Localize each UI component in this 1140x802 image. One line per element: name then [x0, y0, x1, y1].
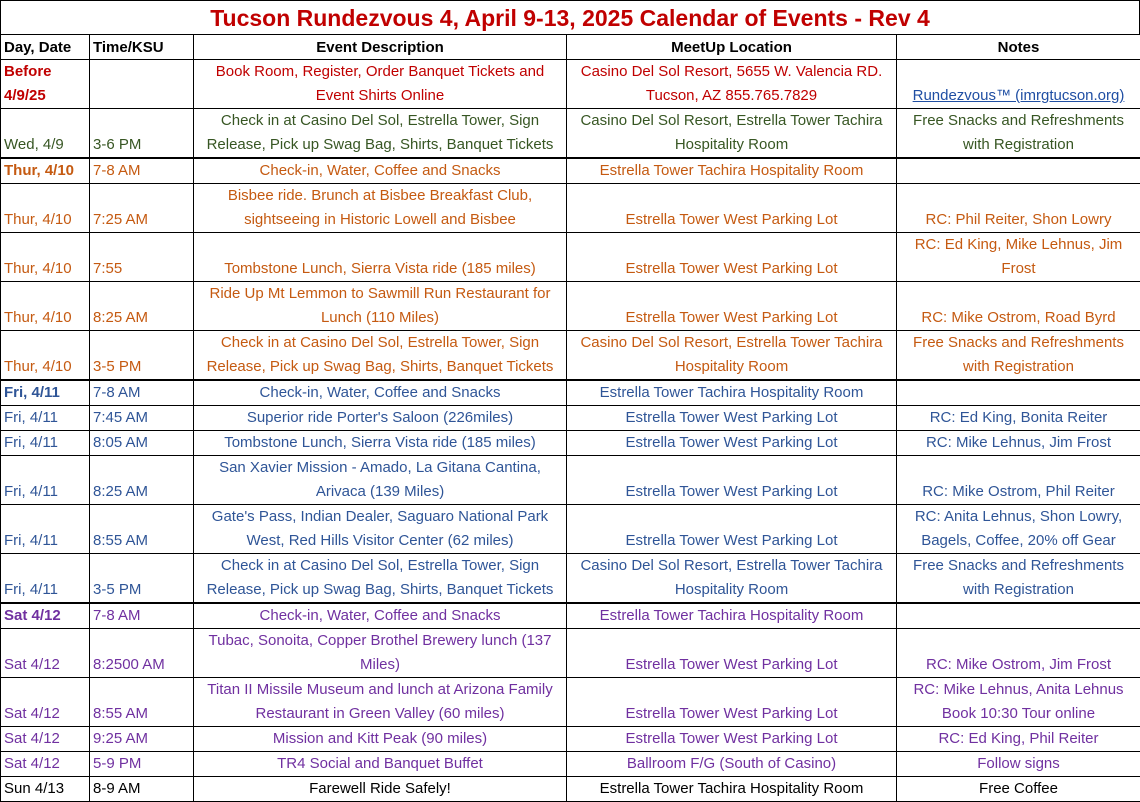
row-location: Estrella Tower West Parking Lot: [567, 456, 897, 505]
table-row: [1, 406, 1140, 431]
row-time: 9:25 AM: [90, 727, 194, 752]
row-event: Check-in, Water, Coffee and Snacks: [194, 603, 567, 629]
table-row: [1, 431, 1140, 456]
table-row: [1, 505, 1140, 554]
header-row: [1, 35, 1140, 60]
row-location: Estrella Tower West Parking Lot: [567, 431, 897, 456]
row-day: Sat 4/12: [1, 678, 90, 727]
row-day: Before 4/9/25: [1, 60, 90, 109]
row-notes: [897, 380, 1140, 406]
row-location: Estrella Tower West Parking Lot: [567, 406, 897, 431]
table-row: [1, 233, 1140, 282]
header-event: Event Description: [194, 35, 567, 60]
row-event: Bisbee ride. Brunch at Bisbee Breakfast Club, sightseeing in Historic Lowell and Bisbee: [194, 184, 567, 233]
row-time: 8:55 AM: [90, 505, 194, 554]
table-row: [1, 184, 1140, 233]
row-time: 7:25 AM: [90, 184, 194, 233]
row-event: Titan II Missile Museum and lunch at Arizona Family Restaurant in Green Valley (60 miles): [194, 678, 567, 727]
row-notes: RC: Anita Lehnus, Shon Lowry, Bagels, Coffee, 20% off Gear: [897, 505, 1140, 554]
row-time: 8:55 AM: [90, 678, 194, 727]
header-day: Day, Date: [1, 35, 90, 60]
row-location: Estrella Tower Tachira Hospitality Room: [567, 777, 897, 802]
header-location: MeetUp Location: [567, 35, 897, 60]
row-time: 8:25 AM: [90, 456, 194, 505]
row-event: TR4 Social and Banquet Buffet: [194, 752, 567, 777]
row-location: Estrella Tower West Parking Lot: [567, 282, 897, 331]
row-day: Fri, 4/11: [1, 554, 90, 604]
row-day: Sat 4/12: [1, 727, 90, 752]
row-day: Thur, 4/10: [1, 282, 90, 331]
row-time: 7:45 AM: [90, 406, 194, 431]
row-time: 3-5 PM: [90, 331, 194, 381]
row-location: Estrella Tower Tachira Hospitality Room: [567, 380, 897, 406]
row-day: Fri, 4/11: [1, 456, 90, 505]
row-day: Fri, 4/11: [1, 406, 90, 431]
table-row: [1, 456, 1140, 505]
row-day: Thur, 4/10: [1, 233, 90, 282]
row-event: Ride Up Mt Lemmon to Sawmill Run Restaurant for Lunch (110 Miles): [194, 282, 567, 331]
table-row: [1, 603, 1140, 629]
page-title: Tucson Rundezvous 4, April 9-13, 2025 Calendar of Events - Rev 4: [0, 0, 1140, 34]
row-location: Estrella Tower West Parking Lot: [567, 184, 897, 233]
row-location: Ballroom F/G (South of Casino): [567, 752, 897, 777]
row-event: Check in at Casino Del Sol, Estrella Tower, Sign Release, Pick up Swag Bag, Shirts, Banquet Tickets: [194, 554, 567, 604]
row-location: Estrella Tower West Parking Lot: [567, 233, 897, 282]
row-time: 8:25 AM: [90, 282, 194, 331]
table-row: [1, 777, 1140, 802]
row-location: Estrella Tower Tachira Hospitality Room: [567, 603, 897, 629]
row-time: 3-5 PM: [90, 554, 194, 604]
row-notes: Free Snacks and Refreshments with Registration: [897, 109, 1140, 159]
table-row: [1, 109, 1140, 159]
table-row: [1, 629, 1140, 678]
row-notes: Free Snacks and Refreshments with Registration: [897, 554, 1140, 604]
row-notes: RC: Ed King, Bonita Reiter: [897, 406, 1140, 431]
header-time: Time/KSU: [90, 35, 194, 60]
row-day: Wed, 4/9: [1, 109, 90, 159]
row-event: Check in at Casino Del Sol, Estrella Tower, Sign Release, Pick up Swag Bag, Shirts, Banquet Tickets: [194, 109, 567, 159]
row-notes: Follow signs: [897, 752, 1140, 777]
row-event: Check in at Casino Del Sol, Estrella Tower, Sign Release, Pick up Swag Bag, Shirts, Banquet Tickets: [194, 331, 567, 381]
row-location: Estrella Tower West Parking Lot: [567, 727, 897, 752]
row-day: Sat 4/12: [1, 752, 90, 777]
row-day: Fri, 4/11: [1, 380, 90, 406]
row-time: 8:2500 AM: [90, 629, 194, 678]
row-time: 7-8 AM: [90, 380, 194, 406]
row-event: Check-in, Water, Coffee and Snacks: [194, 380, 567, 406]
row-notes: Free Coffee: [897, 777, 1140, 802]
row-notes: RC: Mike Lehnus, Jim Frost: [897, 431, 1140, 456]
row-day: Thur, 4/10: [1, 184, 90, 233]
table-row: [1, 282, 1140, 331]
row-location: Casino Del Sol Resort, Estrella Tower Tachira Hospitality Room: [567, 331, 897, 381]
row-event: Farewell Ride Safely!: [194, 777, 567, 802]
row-event: Tubac, Sonoita, Copper Brothel Brewery lunch (137 Miles): [194, 629, 567, 678]
row-time: 3-6 PM: [90, 109, 194, 159]
row-day: Thur, 4/10: [1, 158, 90, 184]
row-day: Thur, 4/10: [1, 331, 90, 381]
row-time: 7-8 AM: [90, 158, 194, 184]
row-day: Fri, 4/11: [1, 431, 90, 456]
row-notes: [897, 603, 1140, 629]
row-location: Casino Del Sol Resort, Estrella Tower Tachira Hospitality Room: [567, 109, 897, 159]
table-row: [1, 727, 1140, 752]
row-event: San Xavier Mission - Amado, La Gitana Cantina, Arivaca (139 Miles): [194, 456, 567, 505]
rundezvous-link[interactable]: Rundezvous™ (imrgtucson.org): [913, 87, 1125, 104]
events-table: [0, 34, 1140, 802]
row-time: 7-8 AM: [90, 603, 194, 629]
row-time: 5-9 PM: [90, 752, 194, 777]
row-notes: RC: Mike Ostrom, Road Byrd: [897, 282, 1140, 331]
row-notes: RC: Ed King, Phil Reiter: [897, 727, 1140, 752]
table-row: [1, 380, 1140, 406]
row-event: Mission and Kitt Peak (90 miles): [194, 727, 567, 752]
header-notes: Notes: [897, 35, 1140, 60]
row-notes: RC: Ed King, Mike Lehnus, Jim Frost: [897, 233, 1140, 282]
row-day: Sun 4/13: [1, 777, 90, 802]
row-notes: Free Snacks and Refreshments with Registration: [897, 331, 1140, 381]
row-event: Tombstone Lunch, Sierra Vista ride (185 miles): [194, 431, 567, 456]
table-row: [1, 331, 1140, 381]
row-day: Sat 4/12: [1, 629, 90, 678]
table-row: [1, 60, 1140, 109]
row-day: Fri, 4/11: [1, 505, 90, 554]
row-location: Casino Del Sol Resort, Estrella Tower Tachira Hospitality Room: [567, 554, 897, 604]
row-location: Estrella Tower West Parking Lot: [567, 629, 897, 678]
table-row: [1, 752, 1140, 777]
table-row: [1, 678, 1140, 727]
row-location: Estrella Tower West Parking Lot: [567, 505, 897, 554]
row-time: 8-9 AM: [90, 777, 194, 802]
row-time: [90, 60, 194, 109]
row-event: Gate's Pass, Indian Dealer, Saguaro National Park West, Red Hills Visitor Center (62 miles): [194, 505, 567, 554]
row-notes: RC: Mike Ostrom, Phil Reiter: [897, 456, 1140, 505]
row-event: Check-in, Water, Coffee and Snacks: [194, 158, 567, 184]
row-time: 7:55: [90, 233, 194, 282]
row-notes: [897, 60, 1140, 109]
table-row: [1, 158, 1140, 184]
table-row: [1, 554, 1140, 604]
row-notes: RC: Mike Ostrom, Jim Frost: [897, 629, 1140, 678]
row-location: Casino Del Sol Resort, 5655 W. Valencia RD. Tucson, AZ 855.765.7829: [567, 60, 897, 109]
row-location: Estrella Tower West Parking Lot: [567, 678, 897, 727]
row-location: Estrella Tower Tachira Hospitality Room: [567, 158, 897, 184]
row-notes: RC: Mike Lehnus, Anita Lehnus Book 10:30 Tour online: [897, 678, 1140, 727]
row-notes: RC: Phil Reiter, Shon Lowry: [897, 184, 1140, 233]
row-event: Book Room, Register, Order Banquet Tickets and Event Shirts Online: [194, 60, 567, 109]
row-time: 8:05 AM: [90, 431, 194, 456]
row-day: Sat 4/12: [1, 603, 90, 629]
row-notes: [897, 158, 1140, 184]
row-event: Superior ride Porter's Saloon (226miles): [194, 406, 567, 431]
row-event: Tombstone Lunch, Sierra Vista ride (185 miles): [194, 233, 567, 282]
